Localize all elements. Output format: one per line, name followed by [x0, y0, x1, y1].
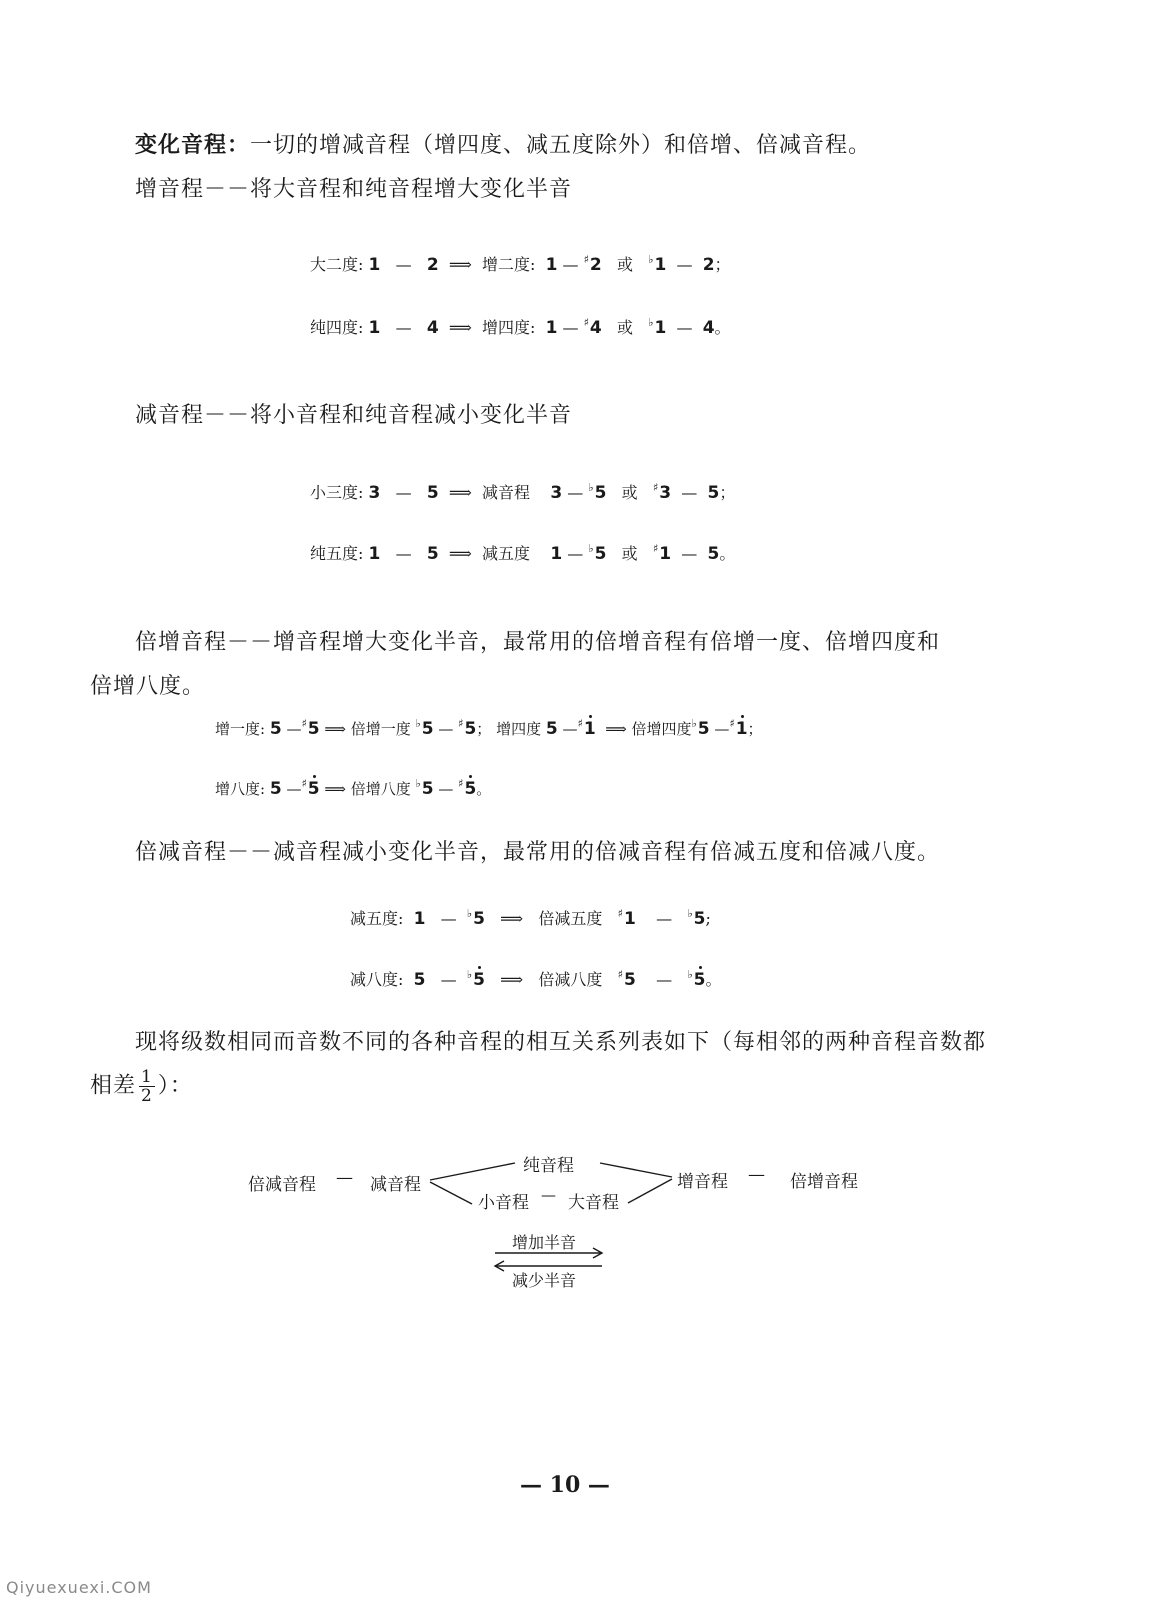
- doubledim-example-2: 减八度: 5 — ♭5 ⟹ 倍减八度 ♯5 — ♭5。: [350, 968, 722, 990]
- watermark: Qiyuexuexi.COM: [6, 1578, 152, 1597]
- doubleaug-example-1: 增一度: 5 —♯5 ⟹ 倍增一度 ♭5 — ♯5； 增四度 5 —♯1 ⟹ 倍增四度♭5 —♯1；: [215, 717, 763, 739]
- diagram-dash-mid: —: [541, 1186, 556, 1204]
- relation-intro-2: 相差 $\frac{1}{2}$ ）：: [90, 1067, 193, 1106]
- connector-major-aug: [628, 1179, 672, 1203]
- double-arrow-icon: ⟹: [500, 970, 524, 989]
- connector-dim-minor: [430, 1182, 472, 1204]
- double-arrow-icon: ⟹: [324, 720, 346, 738]
- doubleaug-intro-2: 倍增八度。: [90, 674, 206, 699]
- definition-text: 一切的增减音程（增四度、减五度除外）和倍增、倍减音程。: [250, 133, 872, 158]
- diagram-aug: 增音程: [677, 1172, 728, 1192]
- doubleaug-example-2: 增八度: 5 —♯5 ⟹ 倍增八度 ♭5 — ♯5。: [215, 777, 492, 799]
- doubleaug-intro-1: 倍增音程－－增音程增大变化半音，最常用的倍增音程有倍增一度、倍增四度和: [135, 630, 941, 655]
- diagram-minor: 小音程: [478, 1193, 529, 1213]
- diagram-major: 大音程: [568, 1193, 619, 1213]
- double-arrow-icon: ⟹: [605, 720, 627, 738]
- diagram-increase-label: 增加半音: [512, 1233, 577, 1252]
- diagram-dim: 减音程: [370, 1175, 421, 1195]
- diagram-double-dim: 倍减音程: [248, 1175, 316, 1195]
- definition-title: 变化音程：: [135, 132, 251, 158]
- doubledim-intro: 倍减音程－－减音程减小变化半音，最常用的倍减音程有倍减五度和倍减八度。: [135, 840, 941, 865]
- aug-example-2: 纯四度: 1 — 4 ⟹ 增四度: 1 — ♯4 或 ♭1 — 4。: [310, 316, 731, 338]
- relation-intro-1: 现将级数相同而音数不同的各种音程的相互关系列表如下（每相邻的两种音程音数都: [135, 1030, 987, 1055]
- diagram-decrease-label: 减少半音: [512, 1271, 577, 1290]
- double-arrow-icon: ⟹: [448, 483, 472, 502]
- double-arrow-icon: ⟹: [324, 780, 346, 798]
- dim-intro: 减音程－－将小音程和纯音程减小变化半音: [135, 403, 573, 428]
- connector-perfect-aug: [600, 1163, 672, 1177]
- diagram-double-aug: 倍增音程: [790, 1172, 858, 1192]
- aug-example-1: 大二度: 1 — 2 ⟹ 增二度: 1 — ♯2 或 ♭1 — 2；: [310, 253, 731, 275]
- double-arrow-icon: ⟹: [448, 318, 472, 337]
- page-number: — 10 —: [520, 1472, 610, 1498]
- diagram-dash-left: —: [336, 1168, 353, 1188]
- diagram-perfect: 纯音程: [523, 1156, 574, 1176]
- double-arrow-icon: ⟹: [448, 544, 472, 563]
- diagram-dash-right: —: [748, 1165, 765, 1185]
- aug-intro: 增音程－－将大音程和纯音程增大变化半音: [135, 177, 573, 202]
- doubledim-example-1: 减五度: 1 — ♭5 ⟹ 倍减五度 ♯1 — ♭5;: [350, 907, 711, 929]
- connector-dim-perfect: [430, 1163, 515, 1180]
- dim-example-2: 纯五度: 1 — 5 ⟹ 减五度 1 — ♭5 或 ♯1 — 5。: [310, 542, 736, 564]
- dim-example-1: 小三度: 3 — 5 ⟹ 减音程 3 — ♭5 或 ♯3 — 5；: [310, 481, 736, 503]
- double-arrow-icon: ⟹: [500, 909, 524, 928]
- double-arrow-icon: ⟹: [448, 255, 472, 274]
- fraction: $\frac{1}{2}$: [141, 1067, 153, 1106]
